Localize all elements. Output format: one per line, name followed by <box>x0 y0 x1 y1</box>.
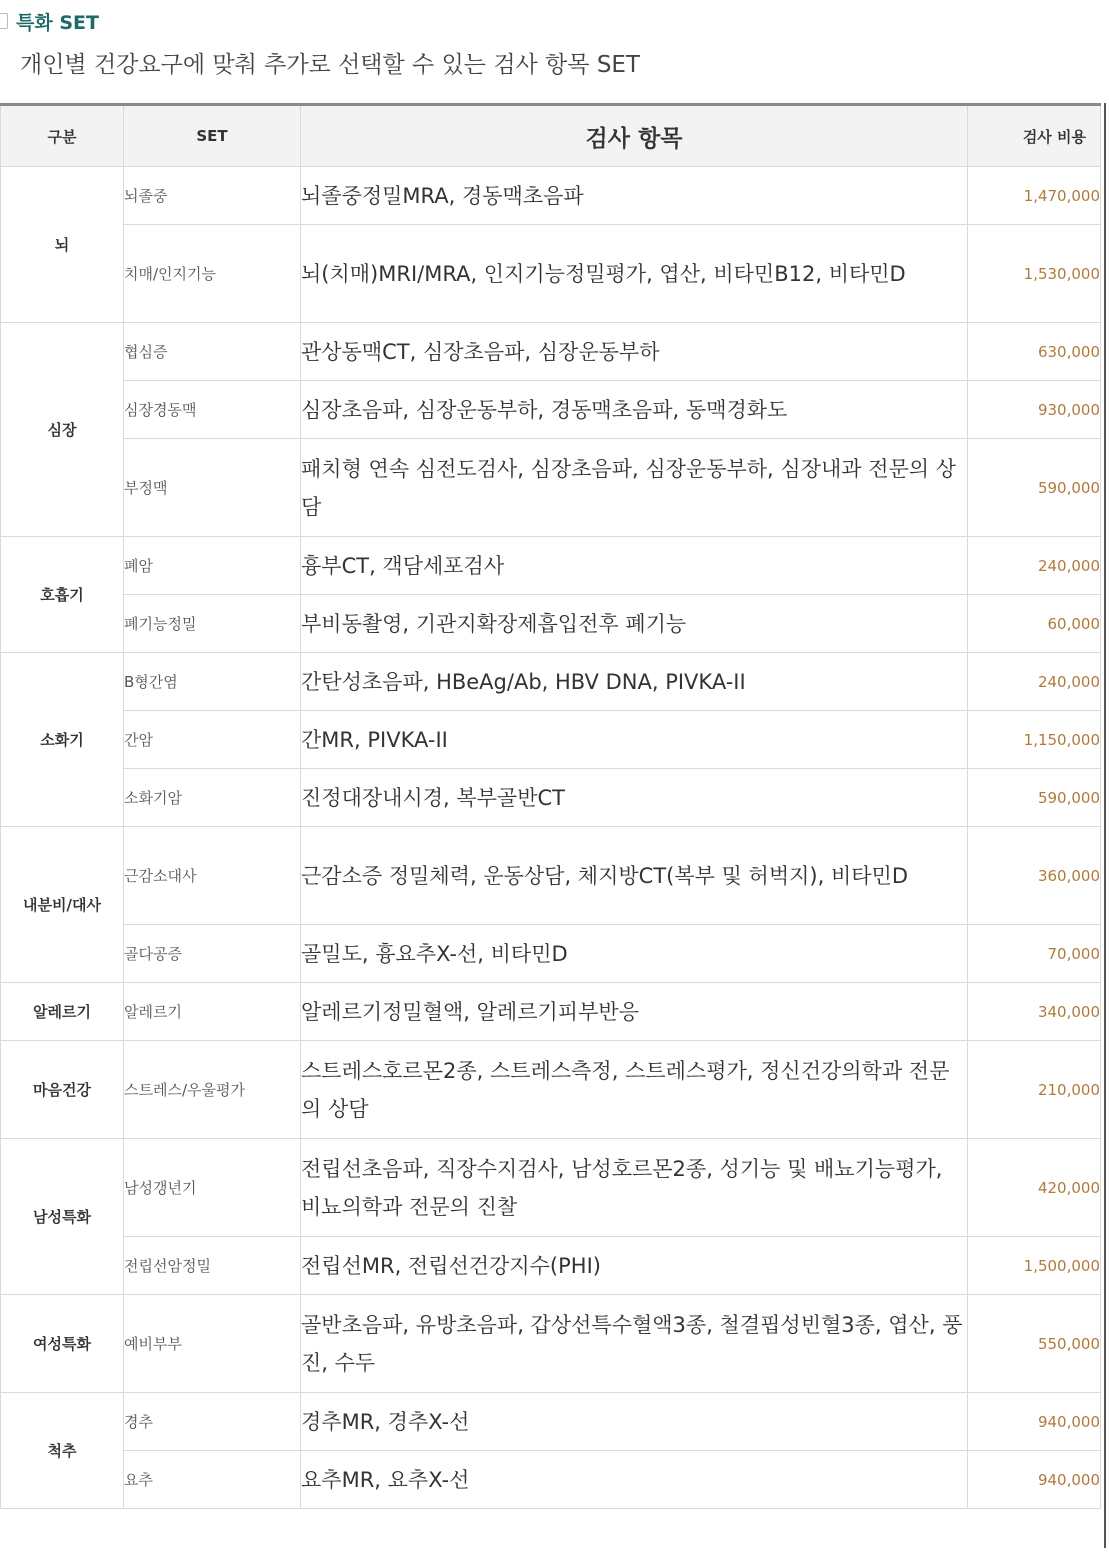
table-row <box>1 769 1101 827</box>
group-cell: 알레르기 <box>1 983 124 1041</box>
items-cell: 경추MR, 경추X-선 <box>301 1393 968 1451</box>
table-row <box>1 827 1101 925</box>
table-row <box>1 1295 1101 1393</box>
items-cell: 심장초음파, 심장운동부하, 경동맥초음파, 동맥경화도 <box>301 381 968 439</box>
cost-cell: 240,000 <box>968 653 1101 711</box>
group-cell: 심장 <box>1 323 124 537</box>
set-cell: 치매/인지기능 <box>124 225 301 323</box>
set-cell: 폐기능정밀 <box>124 595 301 653</box>
cost-cell: 590,000 <box>968 769 1101 827</box>
cost-cell: 210,000 <box>968 1041 1101 1139</box>
items-cell: 부비동촬영, 기관지확장제흡입전후 폐기능 <box>301 595 968 653</box>
table-row <box>1 925 1101 983</box>
set-cell: 스트레스/우울평가 <box>124 1041 301 1139</box>
header-group: 구분 <box>1 105 124 167</box>
items-cell: 흉부CT, 객담세포검사 <box>301 537 968 595</box>
table-row <box>1 1041 1101 1139</box>
set-cell: 심장경동맥 <box>124 381 301 439</box>
table-body <box>1 167 1101 1509</box>
set-cell: 뇌졸중 <box>124 167 301 225</box>
items-cell: 간탄성초음파, HBeAg/Ab, HBV DNA, PIVKA-II <box>301 653 968 711</box>
group-cell: 소화기 <box>1 653 124 827</box>
cost-cell: 590,000 <box>968 439 1101 537</box>
items-cell: 근감소증 정밀체력, 운동상담, 체지방CT(복부 및 허벅지), 비타민D <box>301 827 968 925</box>
set-cell: 협심증 <box>124 323 301 381</box>
set-cell: B형간염 <box>124 653 301 711</box>
items-cell: 골밀도, 흉요추X-선, 비타민D <box>301 925 968 983</box>
set-cell: 경추 <box>124 1393 301 1451</box>
table-row <box>1 323 1101 381</box>
cost-cell: 70,000 <box>968 925 1101 983</box>
items-cell: 알레르기정밀혈액, 알레르기피부반응 <box>301 983 968 1041</box>
cost-cell: 940,000 <box>968 1393 1101 1451</box>
table-row <box>1 537 1101 595</box>
group-cell: 남성특화 <box>1 1139 124 1295</box>
group-cell: 호흡기 <box>1 537 124 653</box>
items-cell: 전립선초음파, 직장수지검사, 남성호르몬2종, 성기능 및 배뇨기능평가, 비뇨의학과 전문의 진찰 <box>301 1139 968 1237</box>
cost-cell: 550,000 <box>968 1295 1101 1393</box>
group-cell: 마음건강 <box>1 1041 124 1139</box>
cost-cell: 1,530,000 <box>968 225 1101 323</box>
set-cell: 부정맥 <box>124 439 301 537</box>
table-row <box>1 653 1101 711</box>
header-set: SET <box>124 105 301 167</box>
cost-cell: 340,000 <box>968 983 1101 1041</box>
items-cell: 진정대장내시경, 복부골반CT <box>301 769 968 827</box>
cost-cell: 630,000 <box>968 323 1101 381</box>
items-cell: 골반초음파, 유방초음파, 갑상선특수혈액3종, 철결핍성빈혈3종, 엽산, 풍진, 수두 <box>301 1295 968 1393</box>
items-cell: 패치형 연속 심전도검사, 심장초음파, 심장운동부하, 심장내과 전문의 상담 <box>301 439 968 537</box>
set-cell: 골다공증 <box>124 925 301 983</box>
section-title-text: 특화 SET <box>16 11 99 34</box>
table-row <box>1 983 1101 1041</box>
cost-cell: 930,000 <box>968 381 1101 439</box>
group-cell: 여성특화 <box>1 1295 124 1393</box>
table-row <box>1 1451 1101 1509</box>
bullet-icon <box>0 13 8 29</box>
set-cell: 알레르기 <box>124 983 301 1041</box>
cost-cell: 360,000 <box>968 827 1101 925</box>
items-cell: 관상동맥CT, 심장초음파, 심장운동부하 <box>301 323 968 381</box>
cost-cell: 420,000 <box>968 1139 1101 1237</box>
table-row <box>1 711 1101 769</box>
set-cell: 남성갱년기 <box>124 1139 301 1237</box>
set-cell: 소화기암 <box>124 769 301 827</box>
set-cell: 전립선암정밀 <box>124 1237 301 1295</box>
table-row <box>1 381 1101 439</box>
section-title <box>0 8 99 34</box>
items-cell: 간MR, PIVKA-II <box>301 711 968 769</box>
set-cell: 근감소대사 <box>124 827 301 925</box>
cost-cell: 1,150,000 <box>968 711 1101 769</box>
group-cell: 척추 <box>1 1393 124 1509</box>
table-row <box>1 225 1101 323</box>
table-row <box>1 1237 1101 1295</box>
cost-cell: 940,000 <box>968 1451 1101 1509</box>
section-subtitle: 개인별 건강요구에 맞춰 추가로 선택할 수 있는 검사 항목 SET <box>20 52 640 78</box>
header-cost: 검사 비용 <box>968 105 1101 167</box>
set-cell: 간암 <box>124 711 301 769</box>
items-cell: 스트레스호르몬2종, 스트레스측정, 스트레스평가, 정신건강의학과 전문의 상담 <box>301 1041 968 1139</box>
table-right-border <box>1104 103 1106 1548</box>
items-cell: 요추MR, 요추X-선 <box>301 1451 968 1509</box>
exam-set-table <box>0 103 1101 1509</box>
items-cell: 뇌(치매)MRI/MRA, 인지기능정밀평가, 엽산, 비타민B12, 비타민D <box>301 225 968 323</box>
header-items: 검사 항목 <box>301 105 968 167</box>
cost-cell: 1,470,000 <box>968 167 1101 225</box>
table-row <box>1 595 1101 653</box>
table-row <box>1 167 1101 225</box>
table-row <box>1 439 1101 537</box>
table-row <box>1 1139 1101 1237</box>
table-row <box>1 1393 1101 1451</box>
items-cell: 뇌졸중정밀MRA, 경동맥초음파 <box>301 167 968 225</box>
set-cell: 예비부부 <box>124 1295 301 1393</box>
set-cell: 폐암 <box>124 537 301 595</box>
group-cell: 뇌 <box>1 167 124 323</box>
cost-cell: 60,000 <box>968 595 1101 653</box>
cost-cell: 240,000 <box>968 537 1101 595</box>
cost-cell: 1,500,000 <box>968 1237 1101 1295</box>
items-cell: 전립선MR, 전립선건강지수(PHI) <box>301 1237 968 1295</box>
set-cell: 요추 <box>124 1451 301 1509</box>
group-cell: 내분비/대사 <box>1 827 124 983</box>
